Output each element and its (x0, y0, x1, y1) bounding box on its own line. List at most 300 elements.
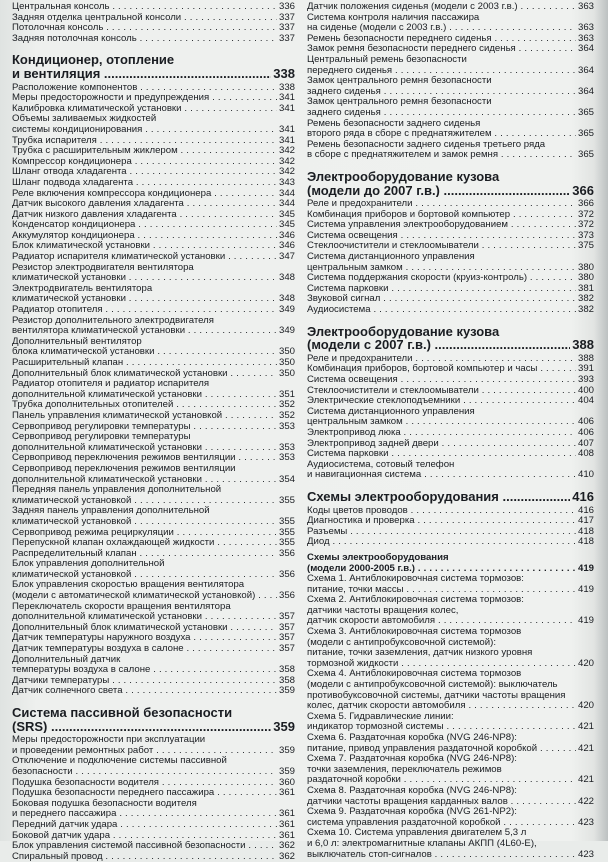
toc-entry (12, 400, 295, 411)
toc-entry-title (12, 13, 277, 24)
toc-entry-line: Датчик высокого давления хладагента . . . (12, 199, 277, 210)
toc-entry-line: Система дистанционного управления (307, 252, 475, 263)
toc-entry-title (307, 574, 576, 595)
toc-entry-line: Задняя отделка центральной консоли . . . (12, 13, 277, 24)
toc-page-number: 421 (577, 774, 594, 786)
toc-entry (12, 644, 295, 655)
toc-entry-line: Схема 4. Антиблокировочная система тормозов (307, 669, 522, 680)
toc-entry-title (307, 13, 576, 34)
toc-entry-line: Панель управления климатической установкой . . . (12, 411, 277, 422)
toc-entry-line: Стеклоочистители и стеклоомыватели . . . (307, 241, 576, 252)
toc-entry (307, 44, 594, 55)
toc-entry-title (307, 439, 576, 450)
toc-page-number: 364 (577, 85, 594, 97)
toc-entry (307, 273, 594, 284)
toc-entry-title (12, 146, 277, 157)
toc-page-number: 423 (577, 816, 594, 828)
toc-page-number: 348 (278, 293, 295, 305)
toc-entry-title (12, 231, 277, 242)
toc-entry-line: Замок центрального ремня безопасности (307, 97, 492, 108)
toc-entry-line: Сервопривод регулировки температуры . . . (12, 422, 277, 433)
toc-entry-title (12, 369, 277, 380)
toc-entry (12, 136, 295, 147)
toc-entry (12, 284, 295, 305)
toc-entry-line: питание, привод управления раздаточной коробкой . . . (307, 744, 576, 755)
toc-entry (12, 146, 295, 157)
toc-page-number: 357 (278, 632, 295, 644)
toc-entry-title (307, 490, 570, 504)
toc-entry-line: Конденсатор кондиционера . . . (12, 220, 277, 231)
toc-entry-title (307, 712, 576, 733)
toc-page-number: 361 (278, 808, 295, 820)
toc-entry (12, 263, 295, 284)
toc-entry-title (307, 733, 576, 754)
toc-entry (12, 841, 295, 852)
toc-entry-line: Трубка испарителя . . . (12, 136, 277, 147)
toc-page-number: 354 (278, 473, 295, 485)
toc-page-number: 341 (278, 134, 295, 146)
toc-page-number: 380 (577, 261, 594, 273)
toc-entry-title (12, 358, 277, 369)
toc-entry (307, 364, 594, 375)
toc-entry-line: системы кондиционирования . . . (12, 125, 277, 136)
toc-entry-line: Разъемы . . . (307, 527, 576, 538)
toc-entry (12, 432, 295, 453)
toc-entry-line: Диагностика и проверка . . . (307, 516, 576, 527)
toc-entry (12, 506, 295, 527)
toc-entry-line: Ремень безопасности переднего сиденья . . . (307, 34, 576, 45)
toc-entry-line: Радиатор отопителя . . . (12, 305, 277, 316)
toc-entry-title (12, 852, 277, 862)
toc-entry-title (307, 516, 576, 527)
toc-entry (12, 633, 295, 644)
toc-entry (307, 733, 594, 754)
toc-entry-title (12, 252, 277, 263)
toc-entry-title (12, 756, 277, 777)
toc-page-number: 364 (577, 64, 594, 76)
toc-entry-title (307, 2, 576, 13)
toc-entry (307, 305, 594, 316)
toc-entry (307, 828, 594, 860)
toc-entry (307, 294, 594, 305)
toc-entry-line: Комбинация приборов и бортовой компьютер . . . (307, 210, 576, 221)
toc-entry (307, 55, 594, 76)
toc-entry-title (307, 97, 576, 118)
toc-entry-line: тормозной жидкости . . . (307, 659, 576, 670)
toc-page-number: 357 (278, 611, 295, 623)
toc-entry (12, 104, 295, 115)
toc-entry (12, 788, 295, 799)
toc-entry-line: блока климатической установки . . . (12, 347, 277, 358)
toc-entry-line: питание, точки заземления, датчик низкого уровня (307, 647, 533, 659)
toc-entry (307, 140, 594, 161)
toc-entry-line: центральным замком . . . (307, 417, 576, 428)
toc-entry-line: Система контроля наличия пассажира (307, 12, 480, 23)
toc-entry-title (307, 294, 576, 305)
toc-entry-line: Система дистанционного управления (307, 406, 475, 417)
toc-entry-line: климатической установкой . . . (12, 570, 277, 581)
toc-page-number: 359 (278, 685, 295, 697)
toc-entry-line: Подушка безопасности водителя . . . (12, 778, 277, 789)
toc-page-number: 355 (278, 537, 295, 549)
toc-entry-title (307, 241, 576, 252)
toc-page-number: 419 (577, 583, 594, 595)
toc-entry-title (307, 170, 570, 197)
toc-entry-title (12, 284, 277, 305)
toc-entry-title (307, 669, 576, 711)
toc-entry-title (12, 114, 277, 135)
toc-entry (12, 305, 295, 316)
toc-entry-title (12, 602, 277, 623)
toc-page-number: 356 (278, 590, 295, 602)
toc-page-number: 337 (278, 32, 295, 44)
toc-entry-line: Блок климатической установки . . . (12, 241, 277, 252)
toc-page-number: 341 (278, 102, 295, 114)
toc-entry (307, 119, 594, 140)
toc-entry-line: Датчики температуры . . . (12, 676, 277, 687)
toc-entry (307, 439, 594, 450)
toc-section-heading (307, 490, 594, 504)
toc-entry-line: Задняя панель управления дополнительной (12, 506, 210, 517)
toc-entry-title (12, 655, 277, 676)
toc-entry-line: в сборе с преднатяжителем и замок ремня . . . (307, 150, 576, 161)
toc-entry (12, 167, 295, 178)
toc-entry-line: заднего сиденья . . . (307, 108, 576, 119)
toc-entry-line: (модели с автоматической климатической установкой) . . . (12, 591, 277, 602)
toc-page-number: 372 (577, 208, 594, 220)
toc-entry-line: Расположение компонентов . . . (12, 83, 277, 94)
toc-entry (12, 580, 295, 601)
toc-entry-line: Реле и предохранители . . . (307, 199, 576, 210)
toc-entry (12, 778, 295, 789)
toc-entry (307, 516, 594, 527)
toc-entry-line: безопасности . . . (12, 767, 277, 778)
toc-page-number: 365 (577, 106, 594, 118)
toc-entry-line: Звуковой сигнал . . . (307, 294, 576, 305)
toc-entry-line: Датчик температуры воздуха в салоне . . . (12, 644, 277, 655)
toc-page-number: 345 (278, 219, 295, 231)
toc-entry-line: Схема 1. Антиблокировочная система тормозов: (307, 574, 524, 585)
toc-entry-title (12, 549, 277, 560)
toc-entry (12, 756, 295, 777)
toc-entry (307, 231, 594, 242)
toc-entry-line: Электрооборудование кузова (307, 169, 500, 184)
toc-entry-title (12, 241, 277, 252)
toc-entry-line: питание, точки массы . . . (307, 585, 576, 596)
toc-entry-title (12, 167, 277, 178)
toc-entry-line: Система управления электрооборудованием . . . (307, 220, 576, 231)
toc-entry-line: Система освещения . . . (307, 231, 576, 242)
toc-entry-line: Трубка дополнительных отопителей . . . (12, 400, 277, 411)
toc-entry (12, 189, 295, 200)
toc-page-number: 364 (577, 43, 594, 55)
toc-entry-title (307, 553, 576, 574)
toc-page-number: 388 (572, 337, 594, 353)
toc-entry-title (307, 364, 576, 375)
toc-page-number: 388 (577, 352, 594, 364)
toc-entry-title (307, 119, 576, 140)
toc-page-number: 363 (577, 32, 594, 44)
toc-entry (12, 602, 295, 623)
toc-entry (307, 76, 594, 97)
toc-entry-title (12, 506, 277, 527)
toc-entry-line: Сервопривод регулировки температуры (12, 432, 191, 443)
toc-page-number: 391 (577, 363, 594, 375)
toc-page-number: 416 (577, 504, 594, 516)
toc-entry-line: на сиденье (модели с 2003 г.в.) . . . (307, 23, 576, 34)
toc-entry (307, 574, 594, 595)
toc-entry-line: Система поддержания скорости (круиз-контроль) . . . (307, 273, 576, 284)
toc-entry (307, 386, 594, 397)
toc-page-number: 355 (278, 494, 295, 506)
toc-entry-line: Перепускной клапан охлаждающей жидкости . . . (12, 538, 277, 549)
toc-entry (307, 252, 594, 273)
toc-page-number: 357 (278, 643, 295, 655)
toc-page-number: 375 (577, 240, 594, 252)
toc-entry-line: Датчик температуры наружного воздуха . . . (12, 633, 277, 644)
toc-entry (12, 735, 295, 756)
toc-entry-title (12, 83, 277, 94)
toc-entry-line: Блок управления дополнительной (12, 559, 165, 570)
toc-entry (307, 210, 594, 221)
toc-entry-line: (модели с 2007 г.в.) ..... (307, 338, 570, 352)
toc-page-number: 342 (278, 155, 295, 167)
toc-entry-title (12, 199, 277, 210)
toc-entry (307, 537, 594, 548)
toc-page-number: 344 (278, 187, 295, 199)
toc-page-number: 366 (577, 198, 594, 210)
toc-section-heading (12, 706, 295, 733)
toc-entry (12, 83, 295, 94)
toc-entry-line: Боковой датчик удара . . . (12, 831, 277, 842)
toc-entry (12, 464, 295, 485)
toc-page-number: 360 (278, 776, 295, 788)
toc-entry-line: климатической установки . . . (12, 273, 277, 284)
toc-entry-line: Сервопривод режима рециркуляции . . . (12, 528, 277, 539)
toc-entry-title (12, 633, 277, 644)
toc-entry (12, 34, 295, 45)
toc-entry-line: (SRS) ..... (12, 720, 271, 734)
toc-page-number: 359 (278, 765, 295, 777)
toc-entry-line: колес, датчик скорости автомобиля . . . (307, 701, 576, 712)
toc-entry-title (307, 210, 576, 221)
toc-entry (12, 820, 295, 831)
toc-entry-title (12, 136, 277, 147)
toc-entry-title (307, 396, 576, 407)
toc-entry (307, 786, 594, 807)
toc-entry (12, 337, 295, 358)
toc-entry-line: Схема 6. Раздаточная коробка (NVG 246-NP8): (307, 733, 517, 743)
toc-entry-line: заднего сиденья . . . (307, 87, 576, 98)
toc-entry (307, 428, 594, 439)
toc-page-number: 353 (278, 452, 295, 464)
toc-entry-title (307, 44, 576, 55)
toc-page-number: 363 (577, 22, 594, 34)
toc-entry-title (307, 506, 576, 517)
toc-entry-line: и вентиляция ..... (12, 67, 271, 81)
toc-entry (12, 220, 295, 231)
toc-entry-line: Радиатор отопителя и радиатор испарителя (12, 379, 210, 390)
toc-entry (12, 199, 295, 210)
toc-entry-title (12, 93, 277, 104)
toc-entry-line: Схема 10. Система управления двигателем 5,3 л (307, 828, 527, 839)
toc-entry-line: Распределительный клапан . . . (12, 549, 277, 560)
toc-entry-line: Боковая подушка безопасности водителя (12, 798, 197, 809)
toc-entry (307, 220, 594, 231)
toc-entry (12, 358, 295, 369)
toc-page-number: 336 (278, 1, 295, 12)
toc-page-number: 347 (278, 251, 295, 263)
toc-page-number: 355 (278, 526, 295, 538)
toc-entry-line: Шланг подвода хладагента . . . (12, 178, 277, 189)
toc-entry-title (12, 831, 277, 842)
toc-page-number: 420 (577, 657, 594, 669)
toc-section-heading (12, 53, 295, 80)
toc-entry-line: Центральный ремень безопасности (307, 54, 467, 65)
toc-page-number: 337 (278, 22, 295, 34)
toc-entry-line: Система освещения . . . (307, 375, 576, 386)
toc-page-number: 350 (278, 357, 295, 368)
toc-entry-title (307, 325, 570, 352)
toc-page-number: 356 (278, 547, 295, 559)
toc-entry (307, 449, 594, 460)
toc-entry-line: Блок управления системой пассивной безопасности . . . (12, 841, 277, 852)
toc-page-number: 418 (577, 525, 594, 537)
toc-entry-line: Шланг отвода хладагента . . . (12, 167, 277, 178)
toc-entry-line: Сервопривод переключения режимов вентиляции . . . (12, 453, 277, 464)
toc-entry-line: Схемы электрооборудования (307, 552, 449, 563)
toc-page-number: 407 (577, 437, 594, 449)
toc-page-number: 406 (577, 426, 594, 438)
toc-entry-title (12, 706, 271, 733)
toc-entry (307, 241, 594, 252)
toc-entry-title (12, 305, 277, 316)
toc-entry (12, 538, 295, 549)
toc-page-number: 358 (278, 664, 295, 676)
toc-entry (12, 114, 295, 135)
toc-entry (12, 210, 295, 221)
toc-entry (307, 627, 594, 669)
toc-page-number: 416 (572, 488, 594, 504)
toc-entry-line: Замок центрального ремня безопасности (307, 76, 492, 87)
toc-entry-line: Объемы заливаемых жидкостей (12, 114, 157, 125)
toc-entry-title (12, 157, 277, 168)
toc-entry-line: Электрооборудование кузова (307, 324, 500, 339)
toc-entry (12, 241, 295, 252)
toc-entry-title (12, 676, 277, 687)
toc-page-number: 419 (577, 562, 594, 574)
toc-entry-line: индикатор тормозной системы . . . (307, 722, 576, 733)
toc-entry-line: Схема 5. Гидравлические линии: (307, 711, 454, 722)
toc-entry-line: Схема 7. Раздаточная коробка (NVG 246-NP8): (307, 754, 517, 765)
toc-entry-title (307, 537, 576, 548)
toc-entry-title (12, 841, 277, 852)
toc-entry-line: Радиатор испарителя климатической установки . . . (12, 252, 277, 263)
toc-entry-title (307, 828, 576, 860)
toc-entry (307, 669, 594, 711)
toc-entry-title (307, 595, 576, 627)
toc-entry-line: Резистор дополнительного электродвигателя (12, 315, 214, 326)
toc-entry-line: дополнительной климатической установки . . . (12, 390, 277, 401)
toc-entry-title (12, 411, 277, 422)
toc-entry-line: Система парковки . . . (307, 284, 576, 295)
toc-entry-title (307, 386, 576, 397)
toc-page-number: 372 (577, 219, 594, 231)
toc-entry-line: Аудиосистема . . . (307, 305, 576, 316)
toc-entry (12, 178, 295, 189)
toc-entry-line: переднего сиденья . . . (307, 66, 576, 77)
toc-entry-title (307, 786, 576, 807)
toc-entry-title (12, 788, 277, 799)
toc-entry-line: Аудиосистема, сотовый телефон (307, 459, 455, 470)
toc-entry-title (307, 460, 576, 481)
toc-entry (307, 13, 594, 34)
toc-page-number: 348 (278, 272, 295, 284)
toc-entry-title (12, 34, 277, 45)
toc-entry (307, 375, 594, 386)
toc-entry-line: Аккумулятор кондиционера . . . (12, 231, 277, 242)
toc-entry-line: (модели с антипробуксовочной системой): (307, 636, 496, 648)
toc-entry (307, 807, 594, 828)
toc-page-number: 361 (278, 787, 295, 799)
toc-entry-line: Ремень безопасности заднего сиденья (307, 118, 481, 129)
toc-page-number: 342 (278, 145, 295, 157)
toc-page-number: 366 (572, 182, 594, 198)
toc-entry-title (12, 422, 277, 433)
toc-entry (307, 712, 594, 733)
toc-page-number: 381 (577, 282, 594, 294)
toc-entry-line: Реле включения компрессора кондиционера . . . (12, 189, 277, 200)
toc-entry-title (307, 140, 576, 161)
toc-entry (12, 549, 295, 560)
toc-entry-title (12, 189, 277, 200)
toc-entry (12, 831, 295, 842)
toc-section-heading (307, 170, 594, 197)
toc-entry-title (307, 273, 576, 284)
toc-entry-line: Дополнительный датчик (12, 654, 121, 665)
toc-page-number: 350 (278, 346, 295, 358)
toc-page-number: 400 (577, 384, 594, 396)
toc-page-number: 352 (278, 399, 295, 411)
toc-entry-title (12, 580, 277, 601)
toc-entry-line: Стеклоочистители и стеклоомыватели . . . (307, 386, 576, 397)
toc-entry (12, 528, 295, 539)
toc-entry-title (12, 799, 277, 820)
toc-entry (307, 199, 594, 210)
toc-entry-title (307, 252, 576, 273)
toc-page-number: 408 (577, 448, 594, 460)
toc-entry-title (12, 379, 277, 400)
toc-entry-line: Сервопривод переключения режимов вентиляции (12, 463, 236, 474)
toc-page-number: 359 (278, 744, 295, 756)
toc-section-heading (307, 325, 594, 352)
toc-entry-title (12, 400, 277, 411)
toc-entry-title (307, 231, 576, 242)
toc-entry-line: Блок управления скоростью вращения вентилятора (12, 580, 245, 591)
toc-page-number: 344 (278, 198, 295, 210)
toc-entry (307, 527, 594, 538)
toc-entry-line: Диод . . . (307, 537, 576, 548)
toc-page-number: 423 (577, 848, 594, 860)
toc-entry-title (12, 820, 277, 831)
toc-page-number: 373 (577, 229, 594, 241)
toc-entry-line: центральным замком . . . (307, 263, 576, 274)
toc-entry-title (12, 432, 277, 453)
toc-page-number: 418 (577, 536, 594, 548)
toc-entry-line: выключатель стоп-сигналов . . . (307, 850, 576, 861)
toc-entry-line: климатической установки . . . (12, 294, 277, 305)
toc-entry-title (12, 528, 277, 539)
